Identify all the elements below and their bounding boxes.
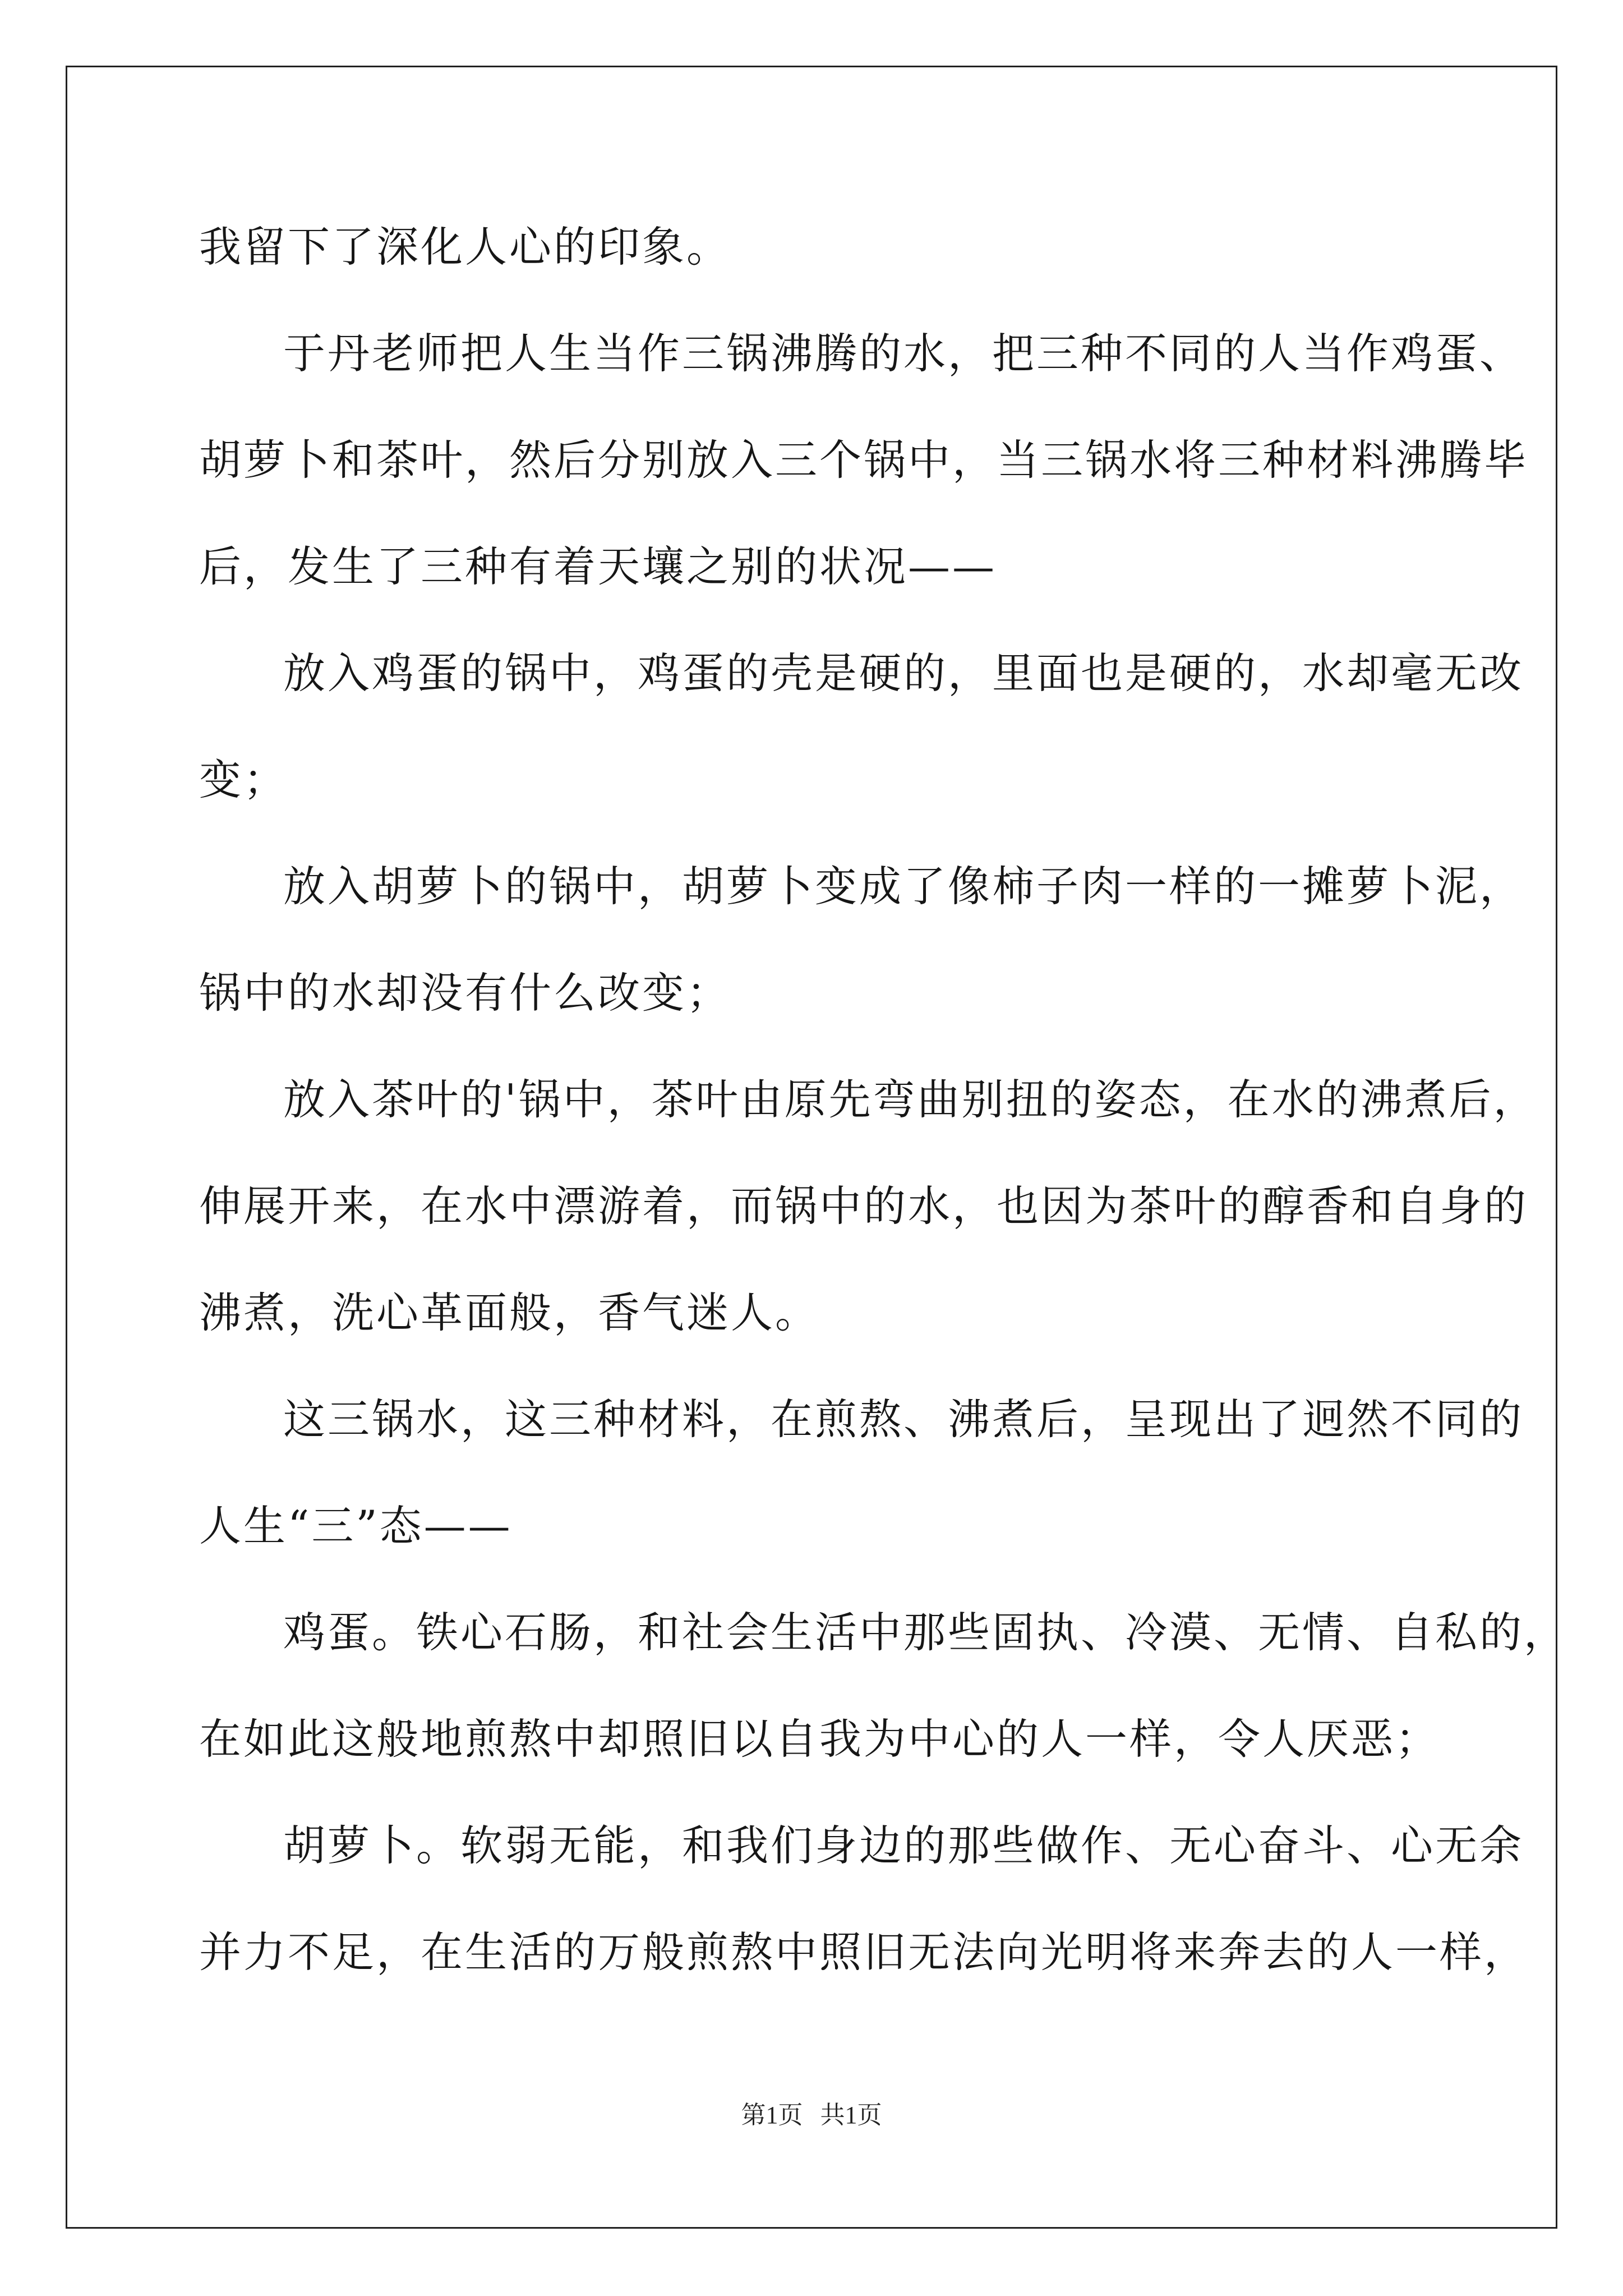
text-line: 我留下了深化人心的印象。 [199, 222, 731, 272]
page-border [66, 66, 1557, 2229]
text-line: 胡萝卜和茶叶，然后分别放入三个锅中，当三锅水将三种材料沸腾毕 [199, 435, 1529, 485]
text-line: 并力不足，在生活的万般煎熬中照旧无法向光明将来奔去的人一样， [199, 1927, 1529, 1977]
text-line: 这三锅水，这三种材料，在煎熬、沸煮后，呈现出了迥然不同的 [283, 1395, 1524, 1444]
text-line: 后，发生了三种有着天壤之别的状况—— [199, 542, 997, 591]
text-line: 放入胡萝卜的锅中，胡萝卜变成了像柿子肉一样的一摊萝卜泥， [283, 862, 1524, 911]
text-line: 在如此这般地煎熬中却照旧以自我为中心的人一样，令人厌恶； [199, 1714, 1440, 1764]
text-line: 变； [199, 755, 288, 804]
page-number: 第1页 [741, 2101, 803, 2129]
text-line: 人生“三”态—— [199, 1501, 513, 1550]
text-line: 沸煮，洗心革面般，香气迷人。 [199, 1288, 820, 1337]
text-line: 胡萝卜。软弱无能，和我们身边的那些做作、无心奋斗、心无余 [283, 1821, 1524, 1870]
text-line: 于丹老师把人生当作三锅沸腾的水，把三种不同的人当作鸡蛋、 [283, 329, 1524, 378]
text-line: 锅中的水却没有什么改变； [199, 968, 731, 1018]
page-total: 共1页 [820, 2101, 882, 2129]
text-line: 放入鸡蛋的锅中，鸡蛋的壳是硬的，里面也是硬的，水却毫无改 [283, 648, 1524, 698]
text-line: 鸡蛋。铁心石肠，和社会生活中那些固执、冷漠、无情、自私的， [283, 1608, 1569, 1657]
page-footer [0, 2095, 1623, 2131]
text-line: 伸展开来，在水中漂游着，而锅中的水，也因为茶叶的醇香和自身的 [199, 1181, 1529, 1231]
text-line: 放入茶叶的'锅中，茶叶由原先弯曲别扭的姿态，在水的沸煮后， [283, 1075, 1538, 1124]
